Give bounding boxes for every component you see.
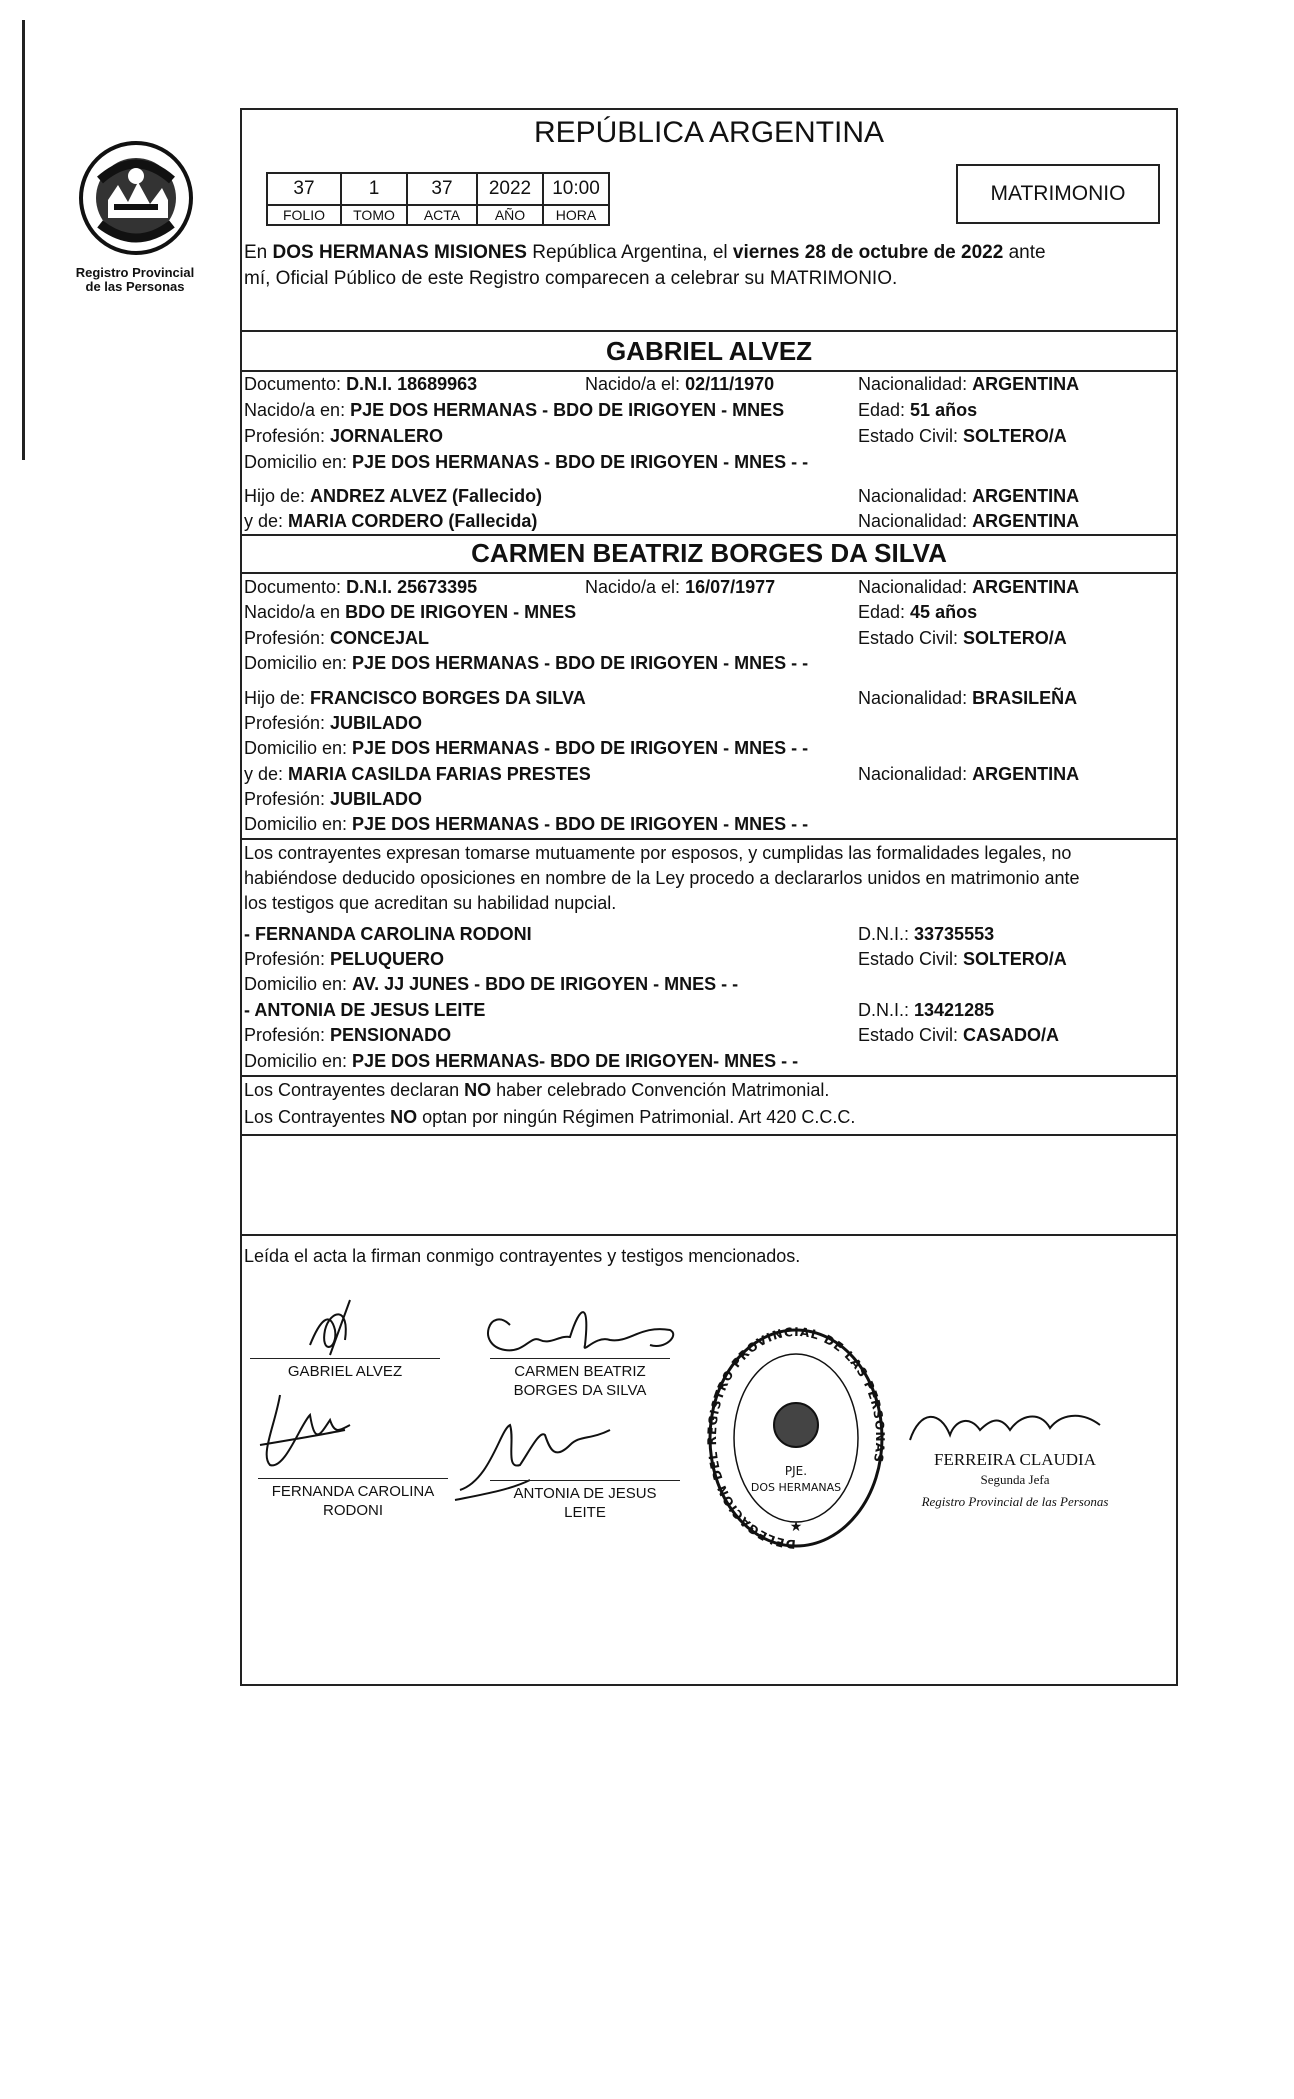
bride-padre-domicilio: Domicilio en: PJE DOS HERMANAS - BDO DE IRIGOYEN - MNES - - xyxy=(244,738,809,758)
witness2-caption-line2: LEITE xyxy=(564,1504,606,1521)
bride-signature-caption xyxy=(490,1362,670,1400)
witness1-caption-line2: RODONI xyxy=(323,1502,383,1519)
groom-signature-line xyxy=(250,1358,440,1359)
tomo-value: 1 xyxy=(341,173,407,205)
folio-value: 37 xyxy=(267,173,341,205)
witness2-estado-civil: Estado Civil: CASADO/A xyxy=(858,1025,1060,1045)
declaration-line1: Los contrayentes expresan tomarse mutuamente por esposos, y cumplidas las formalidades legales, no xyxy=(244,843,1072,863)
acta-label: ACTA xyxy=(407,205,477,225)
groom-nacido-el: Nacido/a el: 02/11/1970 xyxy=(585,374,775,394)
declaration-line2: habiéndose deducido oposiciones en nombre de la Ley procedo a declararlos unidos en matrimonio ante xyxy=(244,868,1080,888)
groom-edad: Edad: 51 años xyxy=(858,400,978,420)
bride-madre-domicilio: Domicilio en: PJE DOS HERMANAS - BDO DE IRIGOYEN - MNES - - xyxy=(244,814,809,834)
seal-center-line1: PJE. xyxy=(784,1464,808,1478)
witness2-signature-line xyxy=(490,1480,680,1481)
intro-date: viernes 28 de octubre de 2022 xyxy=(732,242,1004,263)
note-regimen: Los Contrayentes NO optan por ningún Régimen Patrimonial. Art 420 C.C.C. xyxy=(244,1107,856,1127)
bride-padre-profesion: Profesión: JUBILADO xyxy=(244,713,423,733)
witness1-signature-line xyxy=(258,1478,448,1479)
intro-place: DOS HERMANAS MISIONES xyxy=(272,242,527,263)
bride-profesion: Profesión: CONCEJAL xyxy=(244,628,430,648)
witness2-name: - ANTONIA DE JESUS LEITE xyxy=(244,1000,486,1020)
emblem-caption-line1: Registro Provincial xyxy=(75,265,195,280)
witness1-signature-icon xyxy=(240,1385,360,1475)
bride-estado-civil: Estado Civil: SOLTERO/A xyxy=(858,628,1067,648)
groom-padre-nacionalidad: Nacionalidad: ARGENTINA xyxy=(858,486,1080,506)
groom-domicilio: Domicilio en: PJE DOS HERMANAS - BDO DE IRIGOYEN - MNES - - xyxy=(244,452,809,472)
groom-madre: y de: MARIA CORDERO (Fallecida) xyxy=(244,511,538,531)
bride-signature-icon xyxy=(470,1295,700,1365)
tomo-label: TOMO xyxy=(341,205,407,225)
bride-madre-nacionalidad: Nacionalidad: ARGENTINA xyxy=(858,764,1080,784)
divider xyxy=(240,370,1178,372)
witness2-signature-caption xyxy=(490,1484,680,1522)
seal-center-line2: DOS HERMANAS xyxy=(750,1481,842,1494)
intro-line2: mí, Oficial Público de este Registro comparecen a celebrar su MATRIMONIO. xyxy=(244,268,898,289)
acta-value: 37 xyxy=(407,173,477,205)
divider xyxy=(240,838,1178,840)
witness1-name: - FERNANDA CAROLINA RODONI xyxy=(244,924,532,944)
divider xyxy=(240,572,1178,574)
bride-signature-line xyxy=(490,1358,670,1359)
groom-signature-icon xyxy=(290,1300,370,1360)
witness1-caption-line1: FERNANDA CAROLINA xyxy=(271,1483,435,1500)
bride-madre: y de: MARIA CASILDA FARIAS PRESTES xyxy=(244,764,591,784)
anio-value: 2022 xyxy=(477,173,543,205)
divider xyxy=(240,1075,1178,1077)
groom-nacido-en: Nacido/a en: PJE DOS HERMANAS - BDO DE IRIGOYEN - MNES xyxy=(244,400,785,420)
bride-nacido-en: Nacido/a en BDO DE IRIGOYEN - MNES xyxy=(244,602,577,622)
groom-estado-civil: Estado Civil: SOLTERO/A xyxy=(858,426,1067,446)
official-org: Registro Provincial de las Personas xyxy=(921,1494,1109,1509)
divider xyxy=(240,1134,1178,1136)
page-title: REPÚBLICA ARGENTINA xyxy=(533,116,885,149)
groom-signature-caption: GABRIEL ALVEZ xyxy=(287,1363,403,1380)
emblem-caption xyxy=(60,266,210,294)
groom-nacionalidad: Nacionalidad: ARGENTINA xyxy=(858,374,1080,394)
official-seal-icon xyxy=(706,1325,886,1565)
witness2-caption-line1: ANTONIA DE JESUS xyxy=(513,1485,657,1502)
intro-line1: En DOS HERMANAS MISIONES República Argentina, el viernes 28 de octubre de 2022 ante xyxy=(244,242,1046,263)
groom-documento: Documento: D.N.I. 18689963 xyxy=(244,374,478,394)
bride-domicilio: Domicilio en: PJE DOS HERMANAS - BDO DE IRIGOYEN - MNES - - xyxy=(244,653,809,673)
witness1-estado-civil: Estado Civil: SOLTERO/A xyxy=(858,949,1067,969)
witness2-profesion: Profesión: PENSIONADO xyxy=(244,1025,452,1045)
groom-name: GABRIEL ALVEZ xyxy=(605,336,813,366)
declaration-line3: los testigos que acreditan su habilidad nupcial. xyxy=(244,893,617,913)
witness1-dni: D.N.I.: 33735553 xyxy=(858,924,995,944)
bride-caption-line2: BORGES DA SILVA xyxy=(513,1382,647,1399)
bride-documento: Documento: D.N.I. 25673395 xyxy=(244,577,478,597)
note-convencion: Los Contrayentes declaran NO haber celebrado Convención Matrimonial. xyxy=(244,1080,830,1100)
misiones-emblem-icon xyxy=(78,140,194,256)
groom-padre: Hijo de: ANDREZ ALVEZ (Fallecido) xyxy=(244,486,543,506)
bride-caption-line1: CARMEN BEATRIZ xyxy=(514,1363,646,1380)
bride-padre-nacionalidad: Nacionalidad: BRASILEÑA xyxy=(858,688,1078,708)
bride-edad: Edad: 45 años xyxy=(858,602,978,622)
witness2-domicilio: Domicilio en: PJE DOS HERMANAS- BDO DE IRIGOYEN- MNES - - xyxy=(244,1051,799,1071)
folio-label: FOLIO xyxy=(267,205,341,225)
bride-padre: Hijo de: FRANCISCO BORGES DA SILVA xyxy=(244,688,586,708)
witness2-dni: D.N.I.: 13421285 xyxy=(858,1000,995,1020)
divider xyxy=(240,1234,1178,1236)
divider xyxy=(240,534,1178,536)
official-title: Segunda Jefa xyxy=(980,1472,1050,1487)
anio-label: AÑO xyxy=(477,205,543,225)
official-name: FERREIRA CLAUDIA xyxy=(934,1450,1096,1469)
margin-line xyxy=(22,20,25,460)
hora-value: 10:00 xyxy=(543,173,609,205)
groom-profesion: Profesión: JORNALERO xyxy=(244,426,444,446)
emblem-caption-line2: de las Personas xyxy=(85,279,185,294)
bride-nacido-el: Nacido/a el: 16/07/1977 xyxy=(585,577,776,597)
bride-nacionalidad: Nacionalidad: ARGENTINA xyxy=(858,577,1080,597)
bride-madre-profesion: Profesión: JUBILADO xyxy=(244,789,423,809)
groom-madre-nacionalidad: Nacionalidad: ARGENTINA xyxy=(858,511,1080,531)
registry-table xyxy=(266,172,610,226)
witness1-domicilio: Domicilio en: AV. JJ JUNES - BDO DE IRIGOYEN - MNES - - xyxy=(244,974,739,994)
witness1-profesion: Profesión: PELUQUERO xyxy=(244,949,445,969)
witness1-signature-caption xyxy=(258,1482,448,1520)
seal-ring-text: DELEGACION DEL REGISTRO PROVINCIAL DE LAS PERSONAS xyxy=(704,1324,888,1552)
bride-name: CARMEN BEATRIZ BORGES DA SILVA xyxy=(471,538,947,568)
hora-label: HORA xyxy=(543,205,609,225)
certificate-type: MATRIMONIO xyxy=(956,164,1160,224)
closing-statement: Leída el acta la firman conmigo contrayentes y testigos mencionados. xyxy=(244,1246,801,1266)
divider xyxy=(240,330,1178,332)
svg-text:★: ★ xyxy=(789,1519,803,1535)
